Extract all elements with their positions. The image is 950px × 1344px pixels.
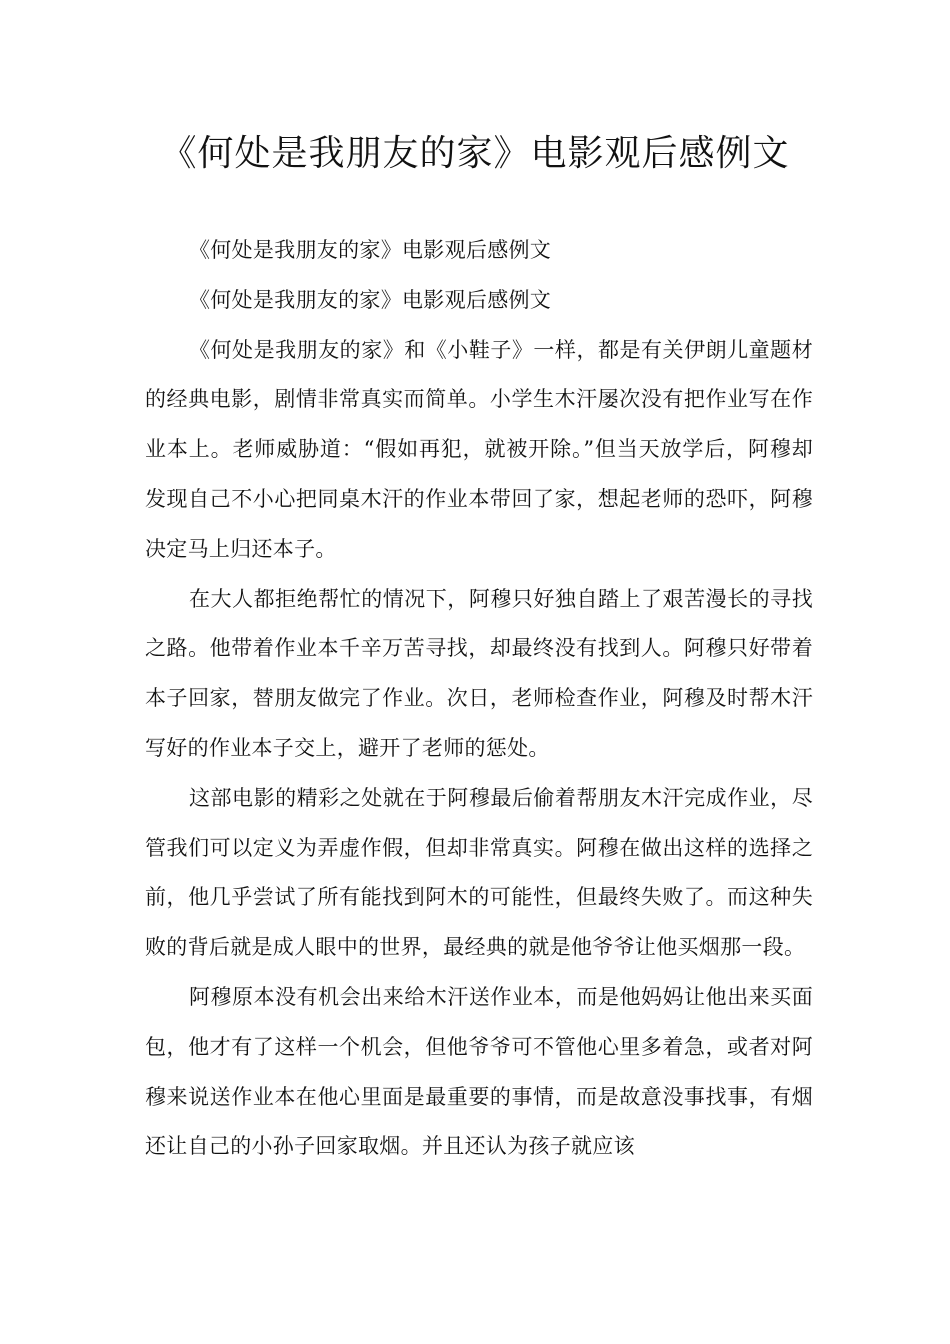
paragraph-4: 在大人都拒绝帮忙的情况下，阿穆只好独自踏上了艰苦漫长的寻找之路。他带着作业本千辛万苦寻找，却最终没有找到人。阿穆只好带着本子回家，替朋友做完了作业。次日，老师检查作业，阿穆及时帮木汗写好的作业本子交上，避开了老师的惩处。 xyxy=(145,586,813,760)
document-title: 《何处是我朋友的家》电影观后感例文 xyxy=(160,133,790,174)
paragraph-3: 《何处是我朋友的家》和《小鞋子》一样，都是有关伊朗儿童题材的经典电影，剧情非常真实而简单。小学生木汗屡次没有把作业写在作业本上。老师威胁道：“假如再犯，就被开除。”但当天放学后，阿穆却发现自己不小心把同桌木汗的作业本带回了家，想起老师的恐吓，阿穆决定马上归还本子。 xyxy=(145,337,813,561)
paragraph-5: 这部电影的精彩之处就在于阿穆最后偷着帮朋友木汗完成作业，尽管我们可以定义为弄虚作假，但却非常真实。阿穆在做出这样的选择之前，他几乎尝试了所有能找到阿木的可能性，但最终失败了。而这种失败的背后就是成人眼中的世界，最经典的就是他爷爷让他买烟那一段。 xyxy=(145,785,813,960)
paragraph-2: 《何处是我朋友的家》电影观后感例文 xyxy=(189,287,552,312)
paragraph-6: 阿穆原本没有机会出来给木汗送作业本，而是他妈妈让他出来买面包，他才有了这样一个机会，但他爷爷可不管他心里多着急，或者对阿穆来说送作业本在他心里面是最重要的事情，而是故意没事找事，有烟还让自己的小孙子回家取烟。并且还认为孩子就应该 xyxy=(145,984,813,1159)
document-body xyxy=(145,226,813,1172)
paragraph-1: 《何处是我朋友的家》电影观后感例文 xyxy=(189,238,552,262)
